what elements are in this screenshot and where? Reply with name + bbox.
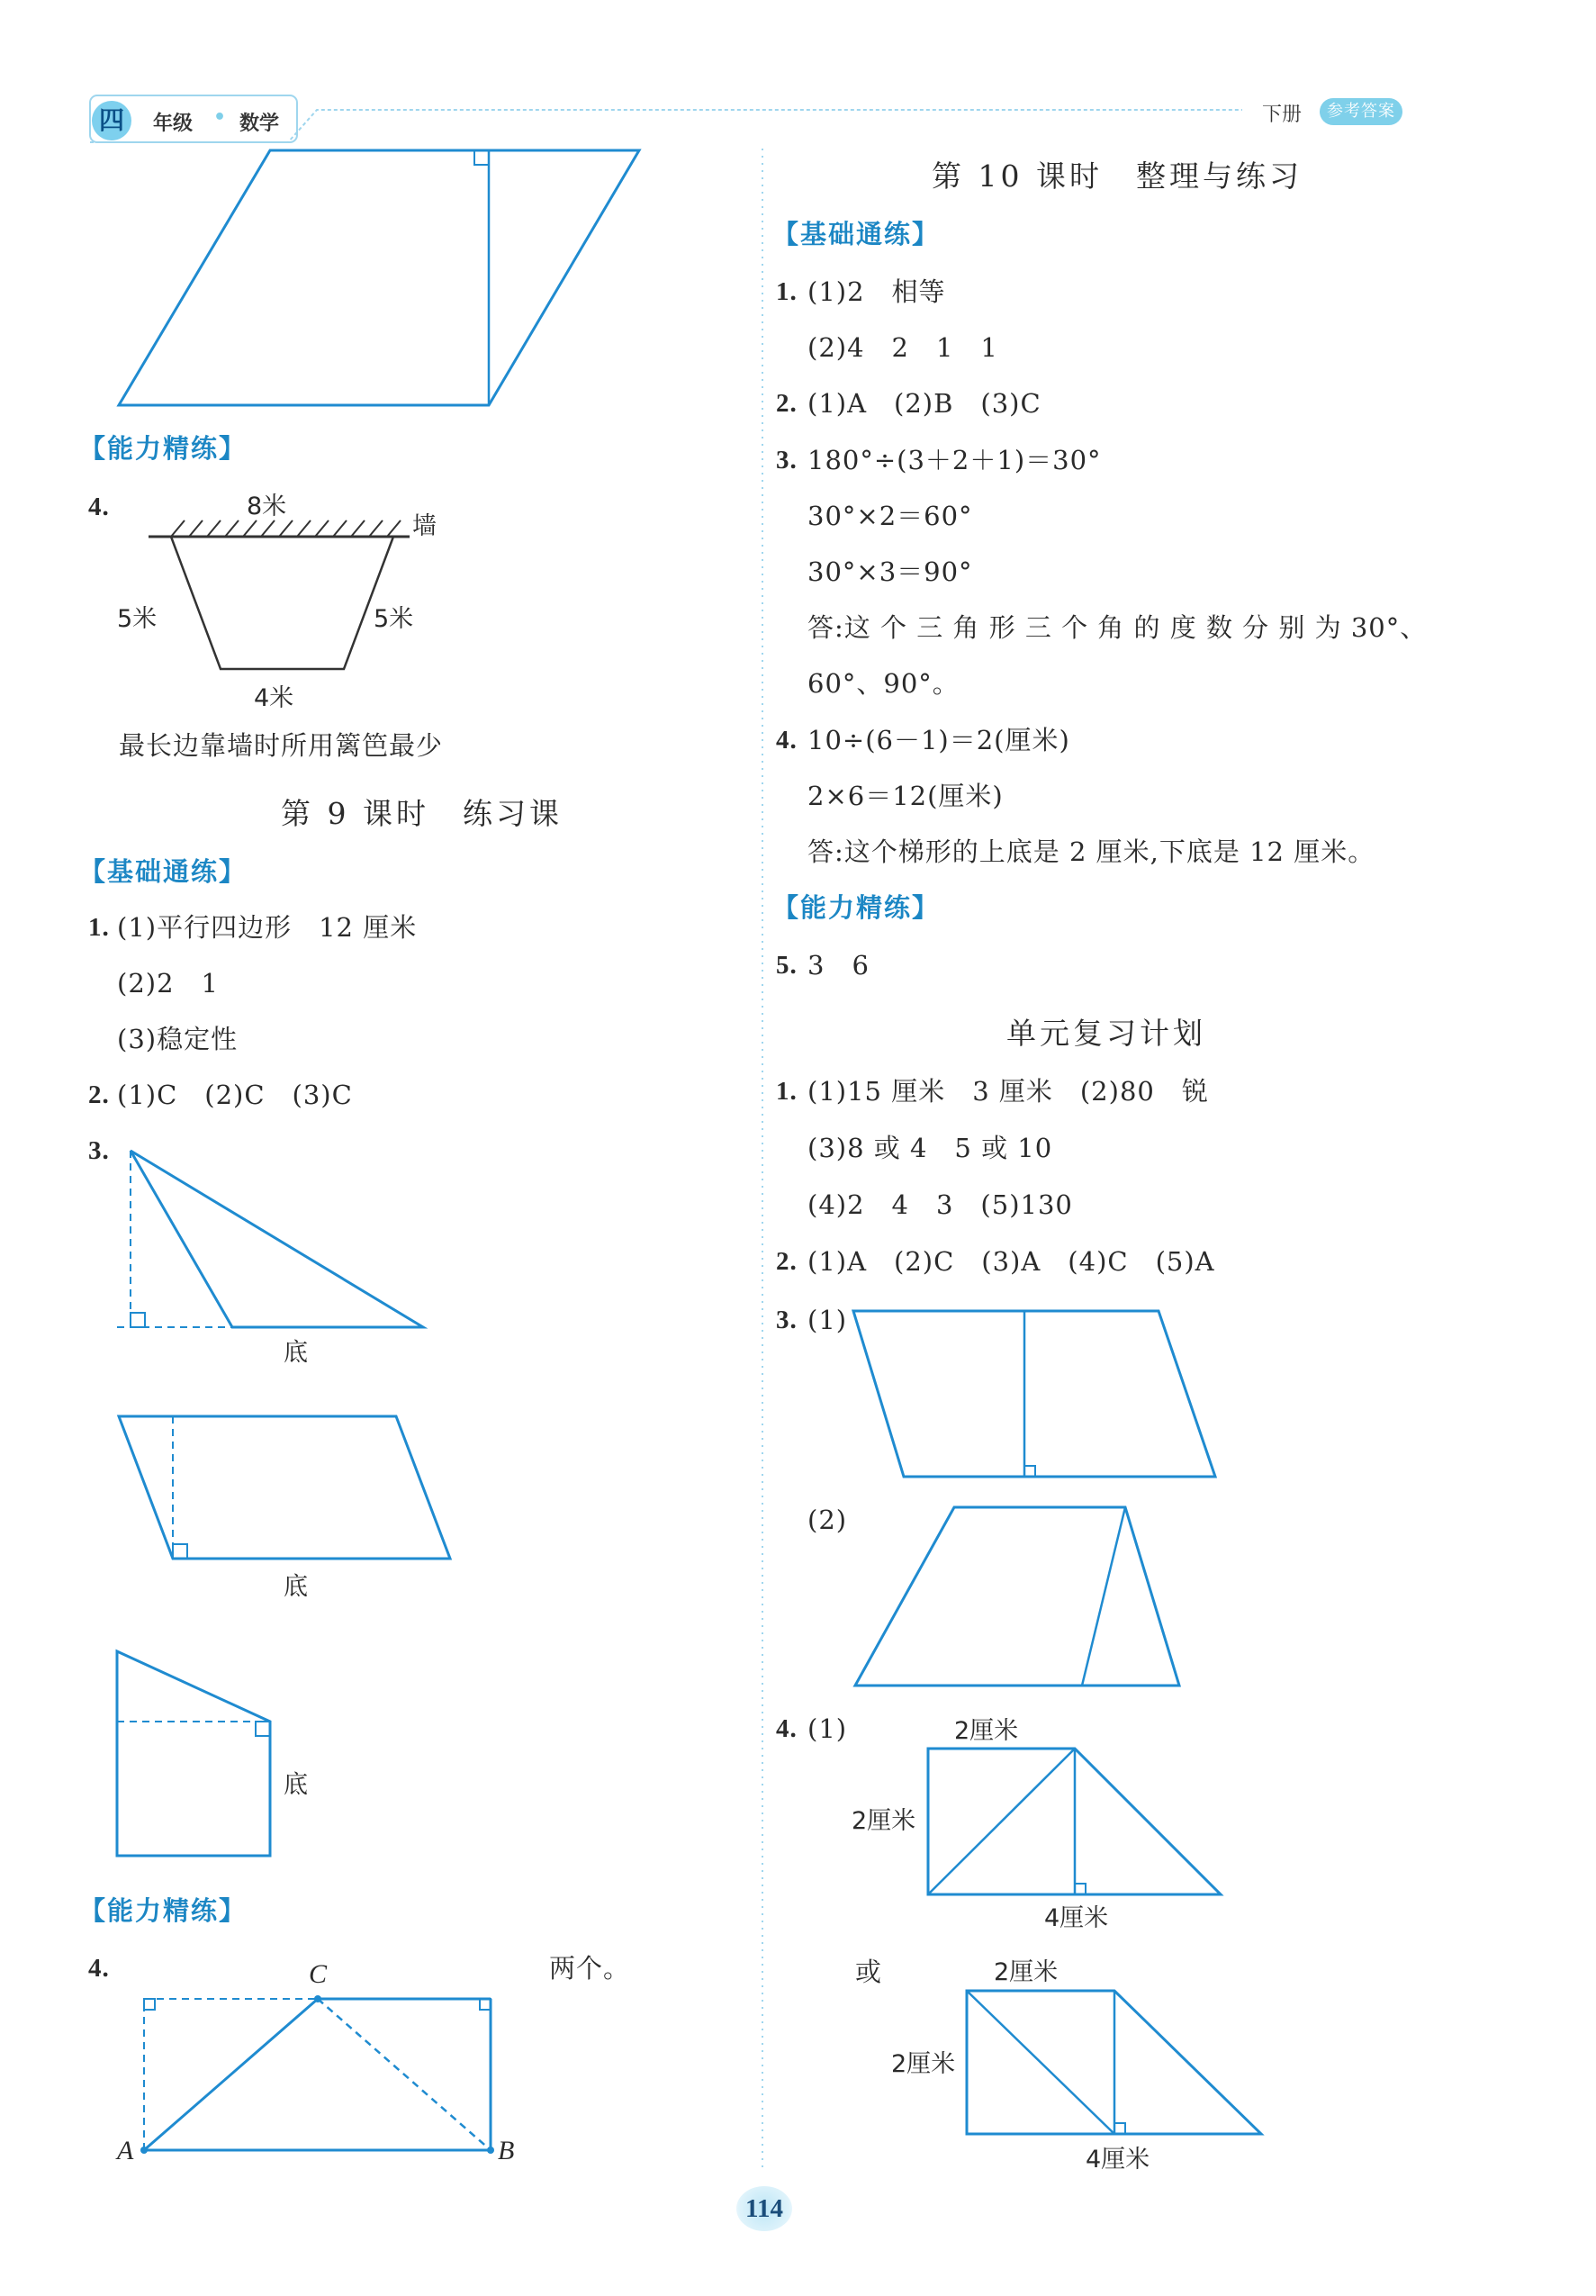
parallelogram-figure: [119, 1416, 450, 1559]
right-angle-mark: [131, 1313, 145, 1327]
section-ability-2: 【能力精练】: [79, 1895, 248, 1926]
r10-text: 2×6＝12(厘米): [807, 781, 1004, 811]
r3-number: 2.: [776, 389, 798, 418]
header-rule: [90, 110, 1242, 142]
trap-right-label: 5米: [374, 605, 414, 633]
trapezoid-diagonal: [1082, 1507, 1125, 1686]
right-angle-mark: [1075, 1884, 1086, 1894]
right-angle-mark: [173, 1544, 187, 1559]
l4-text: (1)C (2)C (3)C: [117, 1080, 353, 1110]
point-a: [140, 2147, 148, 2154]
trap-bottom-label: 4米: [254, 684, 294, 712]
u5-text: (1): [807, 1305, 848, 1335]
q4-answer: 最长边靠墙时所用篱笆最少: [119, 730, 444, 761]
q4-number: 4.: [88, 493, 110, 521]
base-label-2: 底: [284, 1573, 308, 1601]
segment-cb: [318, 1999, 491, 2150]
u7-text: (1): [807, 1713, 848, 1744]
trapezoid-figure: [855, 1507, 1179, 1686]
wall-hatch: [171, 520, 401, 537]
trap-top-label: 8米: [247, 493, 287, 520]
right-angle-mark: [1024, 1466, 1035, 1477]
r5-text: 30°×2＝60°: [807, 501, 973, 531]
two-answer: 两个。: [549, 1953, 631, 1984]
fence-trapezoid: [171, 537, 393, 669]
u6-text: (2): [807, 1505, 848, 1535]
r9-number: 4.: [776, 726, 798, 755]
header-dot: •: [213, 106, 227, 129]
fig1-top-label: 2厘米: [954, 1717, 1019, 1745]
r9-text: 10÷(6－1)＝2(厘米): [807, 725, 1070, 755]
dashed-rectangle: [144, 1999, 491, 2150]
fig1-bottom-label: 4厘米: [1044, 1904, 1109, 1932]
segment-ac: [144, 1999, 318, 2150]
l2-text: (2)2 1: [117, 968, 219, 999]
corner-mark: [144, 1999, 155, 2010]
right-angle-mark: [474, 150, 489, 165]
trap-left-label: 5米: [117, 605, 158, 633]
section-basic-1: 【基础通练】: [79, 856, 248, 887]
fig2-top-label: 2厘米: [994, 1958, 1059, 1986]
point-b: [487, 2147, 494, 2154]
r12-number: 5.: [776, 951, 798, 980]
lesson-9-title: 第 9 课时 练习课: [281, 796, 563, 831]
grade-label: 年级: [153, 113, 194, 135]
parallelogram-figure: [119, 150, 639, 405]
fig2-side-label: 2厘米: [891, 2050, 956, 2078]
fig1-side-label: 2厘米: [852, 1807, 916, 1835]
answer-tag: 参考答案: [1320, 98, 1402, 125]
u4-number: 2.: [776, 1247, 798, 1276]
unit-review-title: 单元复习计划: [1006, 1016, 1206, 1051]
r2-text: (2)4 2 1 1: [807, 332, 998, 363]
right-angle-mark: [1114, 2123, 1125, 2134]
r11-text: 答:这个梯形的上底是 2 厘米,下底是 12 厘米。: [807, 836, 1375, 867]
u2-text: (3)8 或 4 5 或 10: [807, 1133, 1053, 1163]
obtuse-triangle: [131, 1151, 423, 1327]
r1-text: (1)2 相等: [807, 276, 946, 307]
l4-number: 2.: [88, 1080, 110, 1109]
section-basic-2: 【基础通练】: [772, 219, 941, 249]
u7-number: 4.: [776, 1714, 798, 1743]
corner-mark: [480, 1999, 491, 2010]
r4-text: 180°÷(3＋2＋1)＝30°: [807, 445, 1102, 475]
section-ability-1: 【能力精练】: [79, 433, 248, 464]
wall-label: 墙: [412, 512, 437, 540]
volume-label: 下册: [1262, 104, 1303, 126]
right-angle-mark: [256, 1722, 270, 1736]
l3-text: (3)稳定性: [117, 1024, 239, 1054]
q4b-number: 4.: [88, 1954, 110, 1983]
u1-number: 1.: [776, 1077, 798, 1106]
section-ability-3: 【能力精练】: [772, 892, 941, 923]
r12-text: 3 6: [807, 950, 870, 981]
grade-badge: 四: [92, 101, 131, 140]
or-text: 或: [855, 1957, 883, 1987]
subject-label: 数学: [239, 113, 280, 135]
u3-text: (4)2 4 3 (5)130: [807, 1189, 1073, 1220]
r1-number: 1.: [776, 277, 798, 306]
fig2-bottom-label: 4厘米: [1086, 2146, 1150, 2174]
base-label-1: 底: [284, 1339, 308, 1367]
r7-text: 答:这 个 三 角 形 三 个 角 的 度 数 分 别 为 30°、: [807, 612, 1428, 643]
base-label-3: 底: [284, 1771, 308, 1799]
label-a: A: [117, 2136, 134, 2165]
page-number: 114: [736, 2186, 792, 2231]
r8-text: 60°、90°。: [807, 668, 960, 699]
header-frame: [90, 95, 297, 142]
r6-text: 30°×3＝90°: [807, 556, 973, 587]
u5-number: 3.: [776, 1306, 798, 1334]
figure-2-diagonal: [967, 1991, 1114, 2134]
point-c: [314, 1995, 321, 2002]
r4-number: 3.: [776, 446, 798, 475]
right-trapezoid: [117, 1651, 270, 1856]
parallelogram-figure: [853, 1311, 1215, 1477]
r3-text: (1)A (2)B (3)C: [807, 388, 1041, 419]
l1-number: 1.: [88, 913, 110, 942]
l1-text: (1)平行四边形 12 厘米: [117, 912, 418, 943]
l5-number: 3.: [88, 1136, 110, 1165]
u1-text: (1)15 厘米 3 厘米 (2)80 锐: [807, 1076, 1209, 1107]
lesson-10-title: 第 10 课时 整理与练习: [932, 158, 1303, 194]
u4-text: (1)A (2)C (3)A (4)C (5)A: [807, 1246, 1215, 1277]
label-c: C: [309, 1959, 328, 1989]
label-b: B: [498, 2136, 515, 2165]
figure-1-diagonal: [928, 1749, 1075, 1894]
